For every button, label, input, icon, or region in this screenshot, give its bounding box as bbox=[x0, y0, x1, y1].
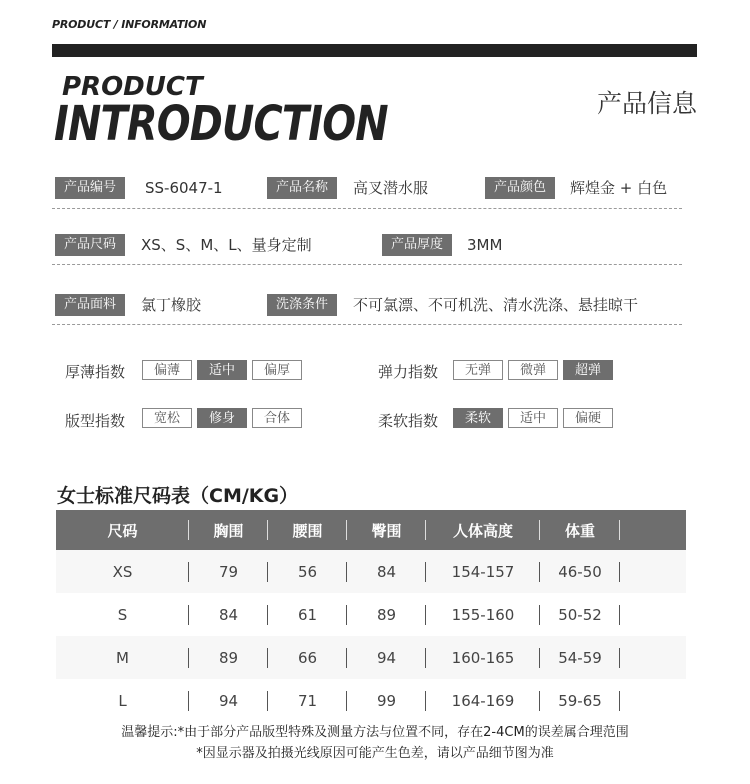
index-option: 偏硬 bbox=[563, 408, 613, 428]
index-option: 适中 bbox=[508, 408, 558, 428]
index-option: 偏厚 bbox=[252, 360, 302, 380]
table-cell: 164-169 bbox=[426, 679, 540, 722]
index-option: 宽松 bbox=[142, 408, 192, 428]
table-row bbox=[56, 636, 686, 679]
header-cell: 臀围 bbox=[347, 510, 426, 550]
table-cell-empty bbox=[620, 550, 686, 593]
table-cell: 155-160 bbox=[426, 593, 540, 636]
name-value: 高叉潜水服 bbox=[353, 179, 429, 197]
thickness-tag: 产品厚度 bbox=[382, 234, 452, 256]
table-cell: 50-52 bbox=[540, 593, 620, 636]
table-header-row bbox=[56, 510, 686, 550]
code-tag: 产品编号 bbox=[55, 177, 125, 199]
table-row bbox=[56, 593, 686, 636]
index-label: 弹力指数 bbox=[378, 363, 439, 381]
name-tag: 产品名称 bbox=[267, 177, 337, 199]
header-cell: 腰围 bbox=[268, 510, 347, 550]
header-bar bbox=[52, 44, 697, 57]
table-cell: 46-50 bbox=[540, 550, 620, 593]
color-note: *因显示器及拍摄光线原因可能产生色差，请以产品细节图为准 bbox=[196, 746, 554, 761]
table-cell-empty bbox=[620, 593, 686, 636]
table-cell: 71 bbox=[268, 679, 347, 722]
fabric-value: 氯丁橡胶 bbox=[141, 296, 202, 314]
page-title: 产品信息 bbox=[596, 89, 697, 118]
color-value: 辉煌金 + 白色 bbox=[570, 179, 668, 197]
table-cell: 84 bbox=[189, 593, 268, 636]
fabric-tag: 产品面料 bbox=[55, 294, 125, 316]
index-option-selected: 超弹 bbox=[563, 360, 613, 380]
table-row bbox=[56, 550, 686, 593]
index-label: 柔软指数 bbox=[378, 412, 439, 430]
size-tag: 产品尺码 bbox=[55, 234, 125, 256]
table-cell: 61 bbox=[268, 593, 347, 636]
index-option: 偏薄 bbox=[142, 360, 192, 380]
color-tag: 产品颜色 bbox=[485, 177, 555, 199]
table-cell: 66 bbox=[268, 636, 347, 679]
divider bbox=[52, 208, 682, 209]
size-value: XS、S、M、L、量身定制 bbox=[141, 236, 312, 254]
header-cell-empty bbox=[620, 510, 686, 550]
divider bbox=[52, 264, 682, 265]
table-cell: 89 bbox=[347, 593, 426, 636]
table-cell: 160-165 bbox=[426, 636, 540, 679]
table-cell: XS bbox=[56, 550, 189, 593]
top-label: PRODUCT / INFORMATION bbox=[52, 18, 207, 31]
wash-value: 不可氯漂、不可机洗、清水洗涤、悬挂晾干 bbox=[353, 296, 639, 314]
table-cell: S bbox=[56, 593, 189, 636]
table-cell: M bbox=[56, 636, 189, 679]
table-cell: L bbox=[56, 679, 189, 722]
size-table-title: 女士标准尺码表（CM/KG） bbox=[57, 485, 299, 507]
index-label: 版型指数 bbox=[65, 412, 126, 430]
index-option-selected: 修身 bbox=[197, 408, 247, 428]
table-cell: 54-59 bbox=[540, 636, 620, 679]
header-cell: 胸围 bbox=[189, 510, 268, 550]
table-cell: 154-157 bbox=[426, 550, 540, 593]
index-label: 厚薄指数 bbox=[65, 363, 126, 381]
tip-note: 温馨提示:*由于部分产品版型特殊及测量方法与位置不同，存在2-4CM的误差属合理范围 bbox=[121, 725, 629, 740]
size-table bbox=[56, 510, 686, 722]
table-cell: 56 bbox=[268, 550, 347, 593]
table-cell: 84 bbox=[347, 550, 426, 593]
table-cell: 94 bbox=[189, 679, 268, 722]
header-cell: 体重 bbox=[540, 510, 620, 550]
table-cell: 79 bbox=[189, 550, 268, 593]
table-cell-empty bbox=[620, 636, 686, 679]
table-cell: 94 bbox=[347, 636, 426, 679]
table-cell: 89 bbox=[189, 636, 268, 679]
divider bbox=[52, 324, 682, 325]
table-cell: 99 bbox=[347, 679, 426, 722]
table-cell: 59-65 bbox=[540, 679, 620, 722]
index-option-selected: 柔软 bbox=[453, 408, 503, 428]
header-cell: 尺码 bbox=[56, 510, 189, 550]
introduction-word: INTRODUCTION bbox=[54, 96, 388, 152]
table-cell-empty bbox=[620, 679, 686, 722]
index-option-selected: 适中 bbox=[197, 360, 247, 380]
product-word: PRODUCT bbox=[62, 72, 203, 102]
table-row bbox=[56, 679, 686, 722]
thickness-value: 3MM bbox=[467, 236, 503, 254]
index-option: 微弹 bbox=[508, 360, 558, 380]
wash-tag: 洗涤条件 bbox=[267, 294, 337, 316]
index-option: 无弹 bbox=[453, 360, 503, 380]
header-cell: 人体高度 bbox=[426, 510, 540, 550]
code-value: SS-6047-1 bbox=[145, 179, 223, 197]
index-option: 合体 bbox=[252, 408, 302, 428]
